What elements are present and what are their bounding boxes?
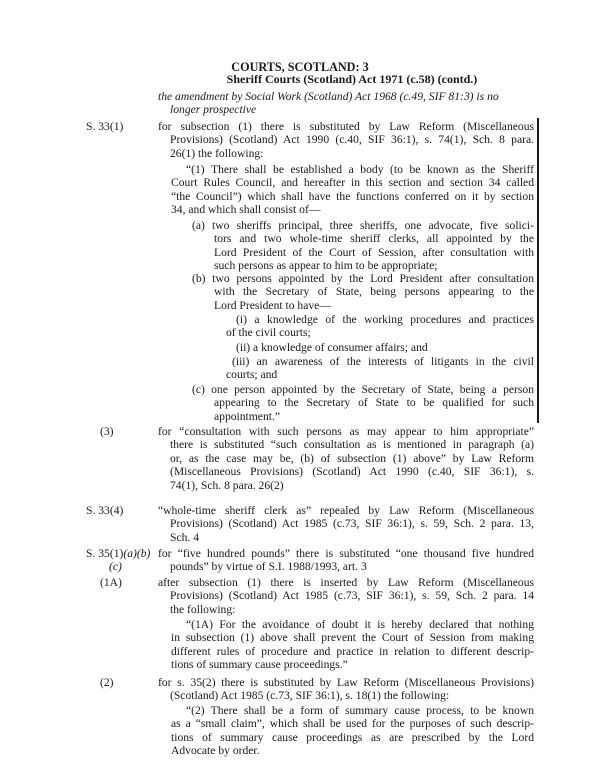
text-line: courts; and: [226, 368, 278, 382]
text-line: Provisions) (Scotland) Act 1990 (c.40, SIF 36:1), s. 74(1), Sch. 8 para.: [170, 133, 534, 147]
text-line: (c) one person appointed by the Secretary of State, being a person: [192, 383, 534, 396]
s35-1-paragraph: [158, 547, 534, 574]
text-line: appointment.”: [214, 409, 281, 423]
s33-1-item-b-ii: [236, 341, 534, 354]
text-line: the following:: [170, 602, 236, 616]
text-line: for “five hundred pounds” there is substituted “one thousand five hundred: [158, 547, 534, 560]
s35-2-paragraph: [158, 676, 534, 703]
text-line: 26(1) the following:: [170, 146, 264, 160]
s33-1-item-c: [192, 383, 534, 423]
section-ref: [86, 547, 150, 560]
amendment-margin-bar: [537, 118, 539, 423]
text-line: such persons as appear to him to be appropriate;: [214, 259, 438, 273]
section-ref-para-b: (b): [136, 547, 151, 560]
text-line: “(2) There shall be a form of summary cause process, to be known: [186, 704, 534, 717]
text-line: for s. 35(2) there is substituted by Law Reform (Miscellaneous Provisions): [158, 676, 534, 689]
text-line: longer prospective: [170, 103, 257, 117]
section-ref-main: S. 35(1): [86, 547, 124, 560]
text-line: (iii) an awareness of the interests of litigants in the civil: [232, 355, 534, 368]
text-line: the amendment by Social Work (Scotland) Act 1968 (c.49, SIF 81:3) is no: [158, 90, 499, 103]
text-line: “whole-time sheriff clerk as” repealed by Law Reform (Miscellaneous: [158, 504, 534, 517]
s33-1-item-a: [192, 219, 534, 273]
text-line: (Miscellaneous Provisions) (Scotland) Act 1990 (c.40, SIF 36:1), s.: [170, 465, 534, 479]
text-line: there is substituted “such consultation as is mentioned in paragraph (a): [170, 438, 534, 452]
s35-1a-quoted-text: [171, 618, 534, 672]
text-line: or, as the case may be, (b) of subsection (1) above” by Law Reform: [170, 451, 534, 465]
text-line: pounds” by virtue of S.I. 1988/1993, art. 3: [170, 560, 367, 574]
page-title: COURTS, SCOTLAND: 3: [231, 60, 369, 74]
section-ref-para-a: (a): [123, 547, 137, 560]
intro-paragraph: [158, 90, 533, 117]
s33-3-paragraph: [158, 425, 534, 492]
text-line: “the Council”) which shall have the functions conferred on it by section: [171, 189, 534, 203]
s35-2-quoted-text: [171, 704, 534, 758]
text-line: appearing to the Secretary of State to be qualified for such: [214, 396, 534, 410]
text-line: as a “small claim”, which shall be used for the purposes of such descrip-: [171, 717, 534, 731]
text-line: for subsection (1) there is substituted by Law Reform (Miscellaneous: [158, 120, 534, 133]
s33-4-paragraph: [158, 504, 534, 544]
text-line: Lord President of the Court of Session, after consultation with: [214, 245, 534, 259]
text-line: of the civil courts;: [226, 326, 311, 340]
text-line: tions of summary cause proceedings as are prescribed by the Lord: [171, 730, 534, 744]
text-line: “(1) There shall be established a body (to be known as the Sheriff: [186, 163, 534, 176]
text-line: (b) two persons appointed by the Lord President after consultation: [192, 272, 534, 285]
act-heading: Sheriff Courts (Scotland) Act 1971 (c.58) (contd.): [226, 72, 478, 86]
text-line: (ii) a knowledge of consumer affairs; and: [236, 341, 428, 354]
text-line: Lord President to have—: [214, 298, 331, 312]
section-ref: (1A): [100, 576, 122, 589]
text-line: “(1A) For the avoidance of doubt it is hereby declared that nothing: [186, 618, 534, 631]
text-line: Court Rules Council, and hereafter in this section and section 34 called: [171, 176, 534, 190]
text-line: with the Secretary of State, being persons appearing to the: [214, 285, 534, 299]
text-line: in subsection (1) above shall prevent the Court of Session from making: [171, 631, 534, 645]
s33-1-quoted-text: [171, 163, 534, 217]
text-line: 74(1), Sch. 8 para. 26(2): [170, 478, 284, 492]
text-line: (a) two sheriffs principal, three sheriffs, one advocate, five solici-: [192, 219, 534, 232]
section-ref: S. 33(4): [86, 504, 124, 517]
text-line: tors and two whole-time sheriff clerks, all appointed by the: [214, 232, 534, 246]
text-line: Advocate by order.: [171, 744, 260, 758]
s33-1-item-b-iii: [226, 355, 534, 382]
text-line: Provisions) (Scotland) Act 1985 (c.73, SIF 36:1), s. 59, Sch. 2 para. 13,: [170, 517, 534, 531]
s33-1-item-b-i: [226, 313, 534, 340]
section-ref: S. 33(1): [86, 120, 124, 133]
text-line: tions of summary cause proceedings.”: [171, 658, 348, 672]
section-ref: (3): [100, 425, 114, 438]
text-line: Provisions) (Scotland) Act 1985 (c.73, SIF 36:1), s. 59, Sch. 2 para. 14: [170, 589, 534, 603]
text-line: (i) a knowledge of the working procedures and practices: [236, 313, 534, 326]
s35-1a-paragraph: [158, 576, 534, 616]
text-line: for “consultation with such persons as may appear to him appropriate”: [158, 425, 534, 438]
text-line: different rules of procedure and practice in relation to different descrip-: [171, 644, 534, 658]
s33-1-paragraph: [158, 120, 534, 160]
text-line: after subsection (1) there is inserted by Law Reform (Miscellaneous: [158, 576, 534, 589]
section-ref-para-c: (c): [109, 560, 122, 573]
s33-1-item-b: [192, 272, 534, 312]
text-line: Sch. 4: [170, 530, 199, 544]
text-line: (Scotland) Act 1985 (c.73, SIF 36:1), s. 18(1) the following:: [170, 689, 450, 703]
section-ref: (2): [100, 676, 114, 689]
text-line: 34, and which shall consist of—: [171, 203, 321, 217]
